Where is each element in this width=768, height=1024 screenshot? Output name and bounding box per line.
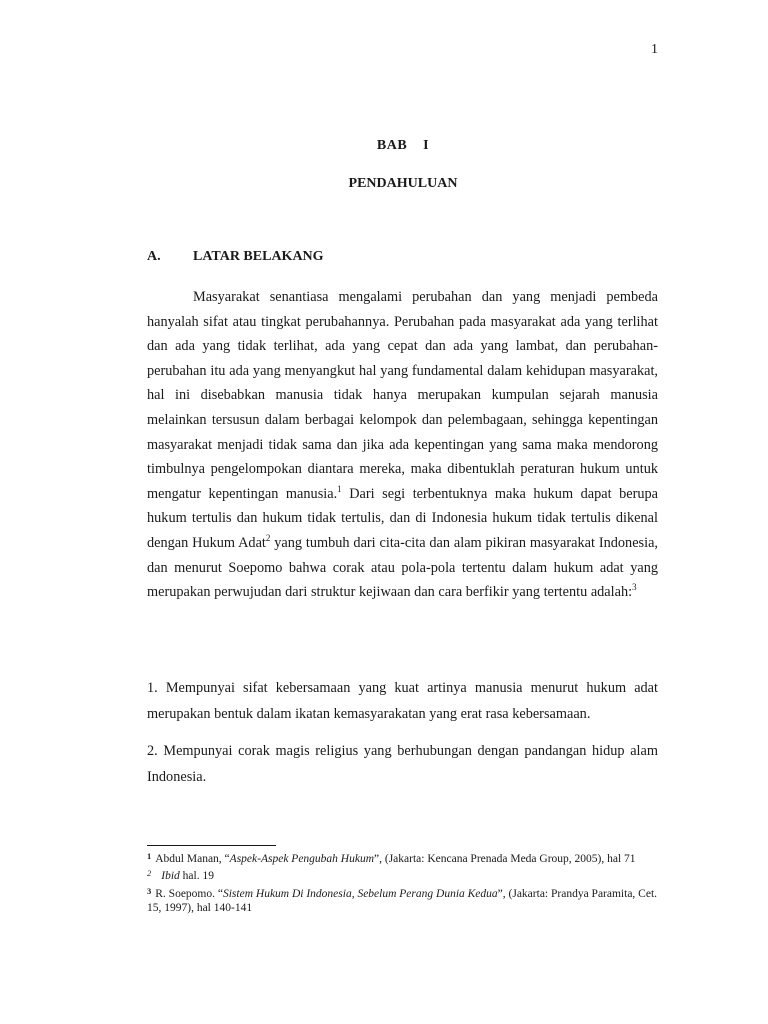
footnote-mark-3: 3 <box>147 885 152 896</box>
footnote-ref-1[interactable]: 1 <box>337 483 342 494</box>
footnote-mark-1: 1 <box>147 851 152 861</box>
footnote-3-pre: R. Soepomo. “ <box>155 887 223 900</box>
footnote-3-title: Sistem Hukum Di Indonesia, Sebelum Perang Dunia Kedua <box>222 887 498 900</box>
body-paragraph <box>147 285 658 605</box>
footnote-1-title: Aspek-Aspek Pengubah Hukum <box>229 853 375 865</box>
footnote-2 <box>147 866 658 883</box>
footnote-3 <box>147 884 658 916</box>
footnote-ref-2[interactable]: 2 <box>265 532 271 543</box>
paragraph-text-3: yang tumbuh dari cita-cita dan alam pikiran masyarakat Indonesia, dan menurut Soepomo bahwa corak atau pola-pola tertentu dalam hukum adat yang merupakan perwujudan dari struktur kejiwaan dan cara berfikir yang tertentu adalah: <box>147 534 658 601</box>
footnote-mark-2: 2 <box>147 868 152 879</box>
chapter-number: BAB I <box>376 138 430 153</box>
paragraph-text-2: Dari segi terbentuknya maka hukum dapat berupa hukum tertulis dan hukum tidak tertulis, dan di Indonesia hukum tidak tertulis dikenal dengan Hukum Adat <box>147 485 658 551</box>
footnotes <box>147 849 658 916</box>
footnote-3-post: ”, (Jakarta: Prandya Paramita, Cet. 15, 1997), hal 140-141 <box>147 887 658 915</box>
footnote-1-post: ”, (Jakarta: Kencana Prenada Meda Group, 2005), hal 71 <box>374 853 636 865</box>
list-item: 1. Mempunyai sifat kebersamaan yang kuat artinya manusia menurut hukum adat merupakan bentuk dalam ikatan kemasyarakatan yang erat rasa kebersamaan. <box>147 680 658 722</box>
footnote-ref-3[interactable]: 3 <box>632 582 637 593</box>
section-title: LATAR BELAKANG <box>193 249 324 264</box>
paragraph-text-1: Masyarakat senantiasa mengalami perubahan dan yang menjadi pembeda hanyalah sifat atau tingkat perubahannya. Perubahan pada masyarakat ada yang terlihat dan ada yang tidak terlihat, ada yang cepat dan ada yang lambat, dan perubahan-perubahan itu ada yang menyangkut hal yang fundamental dalam kehidupan masyarakat, hal ini disebabkan manusia tidak hanya merupakan kumpulan sejarah manusia melainkan tersusun dalam berbagai kelompok dan pelembagaan, sehingga kepentingan masyarakat menjadi tidak sama dan jika ada kepentingan yang sama maka mendorong timbulnya pengelompokan diantara mereka, maka dibentuklah peraturan hukum untuk mengatur kepentingan manusia. <box>147 289 658 502</box>
footnote-1-pre: Abdul Manan, “ <box>155 853 230 865</box>
section-heading <box>147 249 324 265</box>
footnote-separator <box>147 845 276 846</box>
footnote-2-post: hal. 19 <box>179 870 214 883</box>
footnote-1 <box>147 849 658 866</box>
footnote-2-title: Ibid <box>161 870 180 883</box>
list-item: 2. Mempunyai corak magis religius yang berhubungan dengan pandangan hidup alam Indonesia. <box>147 743 658 785</box>
chapter-title: PENDAHULUAN <box>348 176 458 191</box>
page-number: 1 <box>651 42 658 57</box>
section-number: A. <box>147 249 161 264</box>
